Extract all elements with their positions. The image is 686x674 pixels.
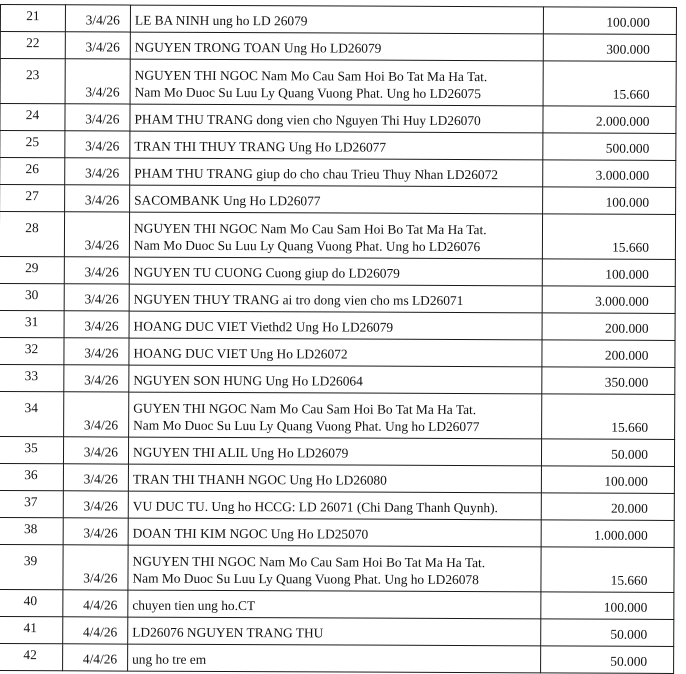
description-line: HOANG DUC VIET Ung Ho LD26072 bbox=[133, 345, 348, 362]
row-date: 3/4/26 bbox=[63, 464, 128, 491]
description-line: DOAN THI KIM NGOC Ung Ho LD25070 bbox=[132, 525, 369, 542]
row-date: 3/4/26 bbox=[63, 437, 128, 464]
row-number: 25 bbox=[0, 131, 65, 158]
table-row bbox=[0, 185, 676, 215]
table-row bbox=[0, 643, 674, 673]
table-row bbox=[0, 544, 674, 592]
row-date: 4/4/26 bbox=[63, 617, 128, 644]
row-description bbox=[129, 311, 542, 340]
description-line: NGUYEN THI NGOC Nam Mo Cau Sam Hoi Bo Tat Ma Ha Tat. bbox=[133, 220, 487, 238]
row-amount: 2.000.000 bbox=[543, 106, 676, 134]
row-amount: 3.000.000 bbox=[542, 286, 675, 314]
row-description bbox=[129, 392, 542, 439]
row-amount: 200.000 bbox=[542, 313, 675, 341]
row-date: 3/4/26 bbox=[63, 518, 128, 545]
row-number: 42 bbox=[0, 643, 63, 670]
row-number: 36 bbox=[0, 463, 63, 490]
row-amount: 1.000.000 bbox=[541, 520, 674, 548]
row-number: 40 bbox=[0, 589, 63, 616]
row-date: 3/4/26 bbox=[65, 131, 130, 158]
row-amount: 100.000 bbox=[542, 259, 675, 287]
row-amount: 100.000 bbox=[541, 466, 674, 494]
row-date: 3/4/26 bbox=[63, 545, 128, 590]
row-amount: 15.660 bbox=[542, 394, 675, 440]
row-number: 21 bbox=[0, 5, 65, 32]
row-description bbox=[130, 32, 543, 61]
row-description bbox=[129, 365, 542, 394]
row-number: 31 bbox=[0, 310, 64, 337]
row-date: 3/4/26 bbox=[64, 392, 129, 437]
description-line: Nam Mo Duoc Su Luu Ly Quang Vuong Phat. Ung ho LD26078 bbox=[132, 570, 479, 588]
description-line: ung ho tre em bbox=[132, 651, 207, 667]
row-description bbox=[128, 491, 541, 520]
description-line: HOANG DUC VIET Viethd2 Ung Ho LD26079 bbox=[133, 318, 394, 335]
row-number: 39 bbox=[0, 544, 63, 589]
table-row bbox=[0, 463, 674, 493]
row-number: 29 bbox=[0, 256, 64, 283]
row-date: 3/4/26 bbox=[65, 59, 130, 104]
donation-table bbox=[0, 4, 677, 674]
row-number: 32 bbox=[0, 337, 64, 364]
row-date: 3/4/26 bbox=[65, 104, 130, 131]
row-amount: 15.660 bbox=[543, 61, 676, 107]
row-date: 3/4/26 bbox=[65, 32, 130, 59]
table-row bbox=[0, 5, 676, 35]
row-description bbox=[129, 338, 542, 367]
row-number: 27 bbox=[0, 185, 65, 212]
table-row bbox=[0, 131, 676, 161]
row-amount: 50.000 bbox=[541, 619, 674, 647]
table-row bbox=[0, 283, 675, 313]
description-line: TRAN THI THANH NGOC Ung Ho LD26080 bbox=[132, 471, 387, 488]
row-description bbox=[128, 590, 541, 619]
table-row bbox=[0, 364, 675, 394]
table-row bbox=[0, 212, 676, 260]
description-line: NGUYEN TU CUONG Cuong giup do LD26079 bbox=[133, 264, 400, 281]
table-row bbox=[0, 490, 674, 520]
row-number: 41 bbox=[0, 616, 63, 643]
description-line: Nam Mo Duoc Su Luu Ly Quang Vuong Phat. Ung ho LD26075 bbox=[134, 84, 481, 102]
row-description bbox=[128, 545, 541, 592]
row-date: 3/4/26 bbox=[63, 491, 128, 518]
description-line: TRAN THI THUY TRANG Ung Ho LD26077 bbox=[134, 138, 387, 155]
row-number: 23 bbox=[0, 59, 65, 104]
row-amount: 3.000.000 bbox=[543, 160, 676, 188]
row-number: 34 bbox=[0, 391, 64, 436]
row-date: 3/4/26 bbox=[64, 212, 129, 257]
description-line: NGUYEN SON HUNG Ung Ho LD26064 bbox=[133, 372, 363, 389]
row-date: 4/4/26 bbox=[63, 590, 128, 617]
row-date: 3/4/26 bbox=[64, 284, 129, 311]
row-description bbox=[128, 437, 541, 466]
row-number: 33 bbox=[0, 364, 64, 391]
row-description bbox=[130, 185, 543, 214]
row-date: 3/4/26 bbox=[64, 257, 129, 284]
row-number: 35 bbox=[0, 436, 64, 463]
row-number: 38 bbox=[0, 517, 63, 544]
table-row bbox=[0, 436, 675, 466]
table-row bbox=[0, 158, 676, 188]
row-date: 4/4/26 bbox=[63, 644, 128, 671]
row-description bbox=[128, 644, 541, 673]
table-row bbox=[0, 256, 675, 286]
row-date: 3/4/26 bbox=[64, 311, 129, 338]
table-row bbox=[0, 589, 674, 619]
table-row bbox=[0, 616, 674, 646]
table-row bbox=[0, 104, 676, 134]
row-description bbox=[129, 284, 542, 313]
row-description bbox=[130, 59, 543, 106]
row-description bbox=[128, 617, 541, 646]
row-date: 3/4/26 bbox=[64, 365, 129, 392]
description-line: Nam Mo Duoc Su Luu Ly Quang Vuong Phat. Ung ho LD26077 bbox=[133, 417, 480, 435]
row-number: 30 bbox=[0, 283, 64, 310]
row-amount: 50.000 bbox=[541, 439, 674, 467]
row-number: 37 bbox=[0, 490, 63, 517]
row-amount: 200.000 bbox=[542, 340, 675, 368]
row-amount: 15.660 bbox=[541, 547, 674, 593]
table-row bbox=[0, 32, 676, 62]
description-line: LE BA NINH ung ho LD 26079 bbox=[134, 12, 308, 29]
table-row bbox=[0, 59, 676, 107]
row-amount: 300.000 bbox=[543, 34, 676, 62]
description-line: NGUYEN THI ALIL Ung Ho LD26079 bbox=[132, 444, 349, 461]
row-date: 3/4/26 bbox=[65, 158, 130, 185]
description-line: chuyen tien ung ho.CT bbox=[132, 597, 256, 614]
row-amount: 100.000 bbox=[543, 7, 676, 35]
description-line: NGUYEN THI NGOC Nam Mo Cau Sam Hoi Bo Tat Ma Ha Tat. bbox=[134, 67, 488, 85]
row-date: 3/4/26 bbox=[64, 338, 129, 365]
table-row bbox=[0, 337, 675, 367]
description-line: GUYEN THI NGOC Nam Mo Cau Sam Hoi Bo Tat Ma Ha Tat. bbox=[133, 400, 477, 418]
row-amount: 50.000 bbox=[541, 646, 674, 674]
row-description bbox=[128, 518, 541, 547]
row-amount: 20.000 bbox=[541, 493, 674, 521]
description-line: NGUYEN THUY TRANG ai tro dong vien cho ms LD26071 bbox=[133, 291, 464, 309]
table-row bbox=[0, 517, 674, 547]
row-number: 26 bbox=[0, 158, 65, 185]
row-amount: 100.000 bbox=[543, 187, 676, 215]
description-line: SACOMBANK Ung Ho LD26077 bbox=[134, 192, 321, 209]
row-description bbox=[130, 104, 543, 133]
row-description bbox=[130, 5, 543, 34]
description-line: LD26076 NGUYEN TRANG THU bbox=[132, 624, 324, 641]
description-line: NGUYEN THI NGOC Nam Mo Cau Sam Hoi Bo Tat Ma Ha Tat. bbox=[132, 553, 486, 571]
row-number: 24 bbox=[0, 104, 65, 131]
description-line: PHAM THU TRANG giup do cho chau Trieu Thuy Nhan LD26072 bbox=[134, 165, 499, 183]
row-date: 3/4/26 bbox=[65, 185, 130, 212]
description-line: Nam Mo Duoc Su Luu Ly Quang Vuong Phat. Ung ho LD26076 bbox=[133, 237, 481, 255]
row-number: 28 bbox=[0, 212, 65, 257]
row-description bbox=[129, 257, 542, 286]
row-description bbox=[128, 464, 541, 493]
description-line: VU DUC TU. Ung ho HCCG: LD 26071 (Chi Dang Thanh Quynh). bbox=[132, 498, 498, 516]
table-row bbox=[0, 310, 675, 340]
row-amount: 500.000 bbox=[543, 133, 676, 161]
row-date: 3/4/26 bbox=[65, 5, 130, 32]
description-line: PHAM THU TRANG dong vien cho Nguyen Thi Huy LD26070 bbox=[134, 111, 481, 129]
row-amount: 15.660 bbox=[542, 214, 675, 260]
row-description bbox=[129, 212, 542, 259]
row-number: 22 bbox=[0, 32, 65, 59]
table-row bbox=[0, 391, 675, 439]
row-description bbox=[130, 131, 543, 160]
row-amount: 350.000 bbox=[542, 367, 675, 395]
row-description bbox=[130, 158, 543, 187]
row-amount: 100.000 bbox=[541, 592, 674, 620]
description-line: NGUYEN TRONG TOAN Ung Ho LD26079 bbox=[134, 39, 382, 56]
donation-table-body bbox=[0, 5, 676, 674]
